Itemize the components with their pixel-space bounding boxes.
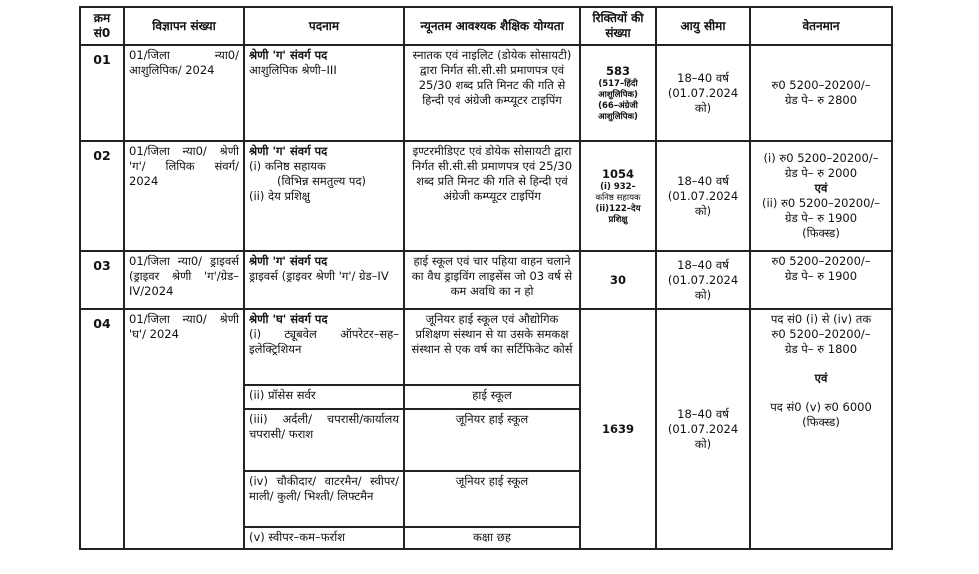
pay-line: पद सं0 (v) रु0 6000 bbox=[770, 400, 872, 414]
vacancy-total: 583 bbox=[605, 63, 630, 78]
pay-line: ग्रेड पे– रु 1900 bbox=[784, 211, 858, 225]
vacancy-detail: (ii)122–देय प्रशिक्षु bbox=[595, 203, 641, 225]
pay-line: ग्रेड पे– रु 2800 bbox=[784, 93, 858, 107]
row-advertisement-number: 01/जिला न्या0/ श्रेणी 'घ'/ 2024 bbox=[124, 309, 244, 549]
row-post-name bbox=[244, 45, 404, 141]
row-qualification: हाई स्कूल bbox=[404, 385, 580, 409]
table-row bbox=[80, 251, 892, 309]
pay-conjunction: एवं bbox=[814, 371, 828, 385]
row-qualification: जूनियर हाई स्कूल bbox=[404, 471, 580, 527]
pay-line: रु0 5200–20200/– bbox=[771, 78, 871, 92]
post-cadre: श्रेणी 'ग' संवर्ग पद bbox=[249, 254, 328, 268]
row-qualification: स्नातक एवं नाइलिट (डोयेक सोसायटी) द्वारा निर्गत सी.सी.सी प्रमाणपत्र एवं 25/30 शब्द प्रति मिनट की गति से हिन्दी एवं अंग्रेजी कम्प्यूटर टाइपिंग bbox=[404, 45, 580, 141]
pay-line: रु0 5200–20200/– bbox=[771, 327, 871, 341]
row-pay-scale bbox=[750, 45, 892, 141]
header-post-name: पदनाम bbox=[244, 7, 404, 45]
age-range: 18–40 वर्ष bbox=[677, 173, 729, 188]
vacancy-total: 1054 bbox=[601, 166, 634, 181]
row-pay-scale bbox=[750, 251, 892, 309]
post-title: (ii) देय प्रशिक्षु bbox=[249, 189, 311, 203]
pay-line: ग्रेड पे– रु 1900 bbox=[784, 269, 858, 283]
post-title: (i) ट्यूबवेल ऑपरेटर–सह–इलेक्ट्रिशियन bbox=[249, 327, 399, 356]
pay-line: (i) रु0 5200–20200/– bbox=[763, 151, 879, 165]
vacancy-total: 1639 bbox=[580, 309, 656, 549]
row-post-name: (v) स्वीपर–कम–फर्राश bbox=[244, 527, 404, 549]
header-advertisement-number: विज्ञापन संख्या bbox=[124, 7, 244, 45]
row-vacancies bbox=[580, 141, 656, 251]
row-post-name bbox=[244, 141, 404, 251]
row-qualification: हाई स्कूल एवं चार पहिया वाहन चलाने का वैध ड्राइविंग लाइसेंस जो 03 वर्ष से कम अवधि का न हो bbox=[404, 251, 580, 309]
age-date: (01.07.2024 को) bbox=[667, 188, 739, 218]
age-range: 18–40 वर्ष bbox=[677, 257, 729, 272]
vacancy-detail: कनिष्ठ सहायक bbox=[595, 192, 641, 203]
table-row bbox=[80, 309, 892, 385]
row-qualification: जूनियर हाई स्कूल bbox=[404, 409, 580, 471]
row-qualification: जूनियर हाई स्कूल एवं औद्योगिक प्रशिक्षण संस्थान से या उसके समकक्ष संस्थान से एक वर्ष का सर्टिफिकेट कोर्स bbox=[404, 309, 580, 385]
vacancy-detail: (i) 932– bbox=[600, 181, 636, 192]
post-title: (i) कनिष्ठ सहायक bbox=[249, 159, 326, 173]
pay-line: पद सं0 (i) से (iv) तक bbox=[770, 312, 872, 326]
row-post-name: (iv) चौकीदार/ वाटरमैन/ स्वीपर/ माली/ कुली/ भिश्ती/ लिफ्टमैन bbox=[244, 471, 404, 527]
header-age-limit: आयु सीमा bbox=[656, 7, 750, 45]
row-post-name: (ii) प्रॉसेस सर्वर bbox=[244, 385, 404, 409]
row-advertisement-number: 01/जिला न्या0/ आशुलिपिक/ 2024 bbox=[124, 45, 244, 141]
age-range: 18–40 वर्ष bbox=[677, 70, 729, 85]
pay-line: (फिक्स्ड) bbox=[802, 226, 840, 240]
header-vacancies: रिक्तियों की संख्या bbox=[580, 7, 656, 45]
post-cadre: श्रेणी 'घ' संवर्ग पद bbox=[249, 312, 328, 326]
row-age-limit bbox=[656, 141, 750, 251]
post-title: आशुलिपिक श्रेणी–III bbox=[249, 63, 337, 77]
table-row bbox=[80, 45, 892, 141]
age-date: (01.07.2024 को) bbox=[667, 85, 739, 115]
vacancy-total: 30 bbox=[580, 251, 656, 309]
row-vacancies bbox=[580, 45, 656, 141]
row-post-name bbox=[244, 309, 404, 385]
post-title: ड्राइवर्स (ड्राइवर श्रेणी 'ग'/ ग्रेड–IV bbox=[249, 269, 389, 283]
table-row bbox=[80, 141, 892, 251]
row-pay-scale bbox=[750, 141, 892, 251]
post-cadre: श्रेणी 'ग' संवर्ग पद bbox=[249, 144, 328, 158]
row-advertisement-number: 01/जिला न्या0/ ड्राइवर्स (ड्राइवर श्रेणी 'ग'/ग्रेड–IV/2024 bbox=[124, 251, 244, 309]
row-age-limit bbox=[656, 309, 750, 549]
row-pay-scale bbox=[750, 309, 892, 549]
post-subtitle: (विभिन्न समतुल्य पद) bbox=[277, 174, 367, 188]
header-serial: क्रम सं0 bbox=[80, 7, 124, 45]
row-age-limit bbox=[656, 45, 750, 141]
vacancy-detail: (66–अंग्रेजी आशुलिपिक) bbox=[598, 100, 638, 122]
pay-line: (ii) रु0 5200–20200/– bbox=[761, 196, 881, 210]
pay-line: ग्रेड पे– रु 2000 bbox=[784, 166, 858, 180]
vacancy-table bbox=[79, 6, 893, 550]
age-date: (01.07.2024 को) bbox=[667, 272, 739, 302]
header-qualification: न्यूनतम आवश्यक शैक्षिक योग्यता bbox=[404, 7, 580, 45]
row-post-name bbox=[244, 251, 404, 309]
row-age-limit bbox=[656, 251, 750, 309]
row-post-name: (iii) अर्दली/ चपरासी/कार्यालय चपरासी/ फराश bbox=[244, 409, 404, 471]
pay-line: रु0 5200–20200/– bbox=[771, 254, 871, 268]
row-serial: 01 bbox=[80, 45, 124, 141]
age-range: 18–40 वर्ष bbox=[677, 406, 729, 421]
row-serial: 03 bbox=[80, 251, 124, 309]
row-serial: 02 bbox=[80, 141, 124, 251]
post-cadre: श्रेणी 'ग' संवर्ग पद bbox=[249, 48, 328, 62]
pay-conjunction: एवं bbox=[814, 181, 828, 195]
row-advertisement-number: 01/जिला न्या0/ श्रेणी 'ग'/ लिपिक संवर्ग/ 2024 bbox=[124, 141, 244, 251]
header-pay-scale: वेतनमान bbox=[750, 7, 892, 45]
pay-line: (फिक्स्ड) bbox=[802, 415, 840, 429]
vacancy-detail: (517–हिंदी आशुलिपिक) bbox=[598, 78, 638, 100]
row-qualification: कक्षा छह bbox=[404, 527, 580, 549]
table-header-row bbox=[80, 7, 892, 45]
row-serial: 04 bbox=[80, 309, 124, 549]
age-date: (01.07.2024 को) bbox=[667, 421, 739, 451]
row-qualification: इण्टरमीडिएट एवं डोयेक सोसायटी द्वारा निर्गत सी.सी.सी प्रमाणपत्र एवं 25/30 शब्द प्रति मिनट की गति से हिन्दी एवं अंग्रेजी कम्प्यूटर टाइपिंग bbox=[404, 141, 580, 251]
pay-line: ग्रेड पे– रु 1800 bbox=[784, 342, 858, 356]
